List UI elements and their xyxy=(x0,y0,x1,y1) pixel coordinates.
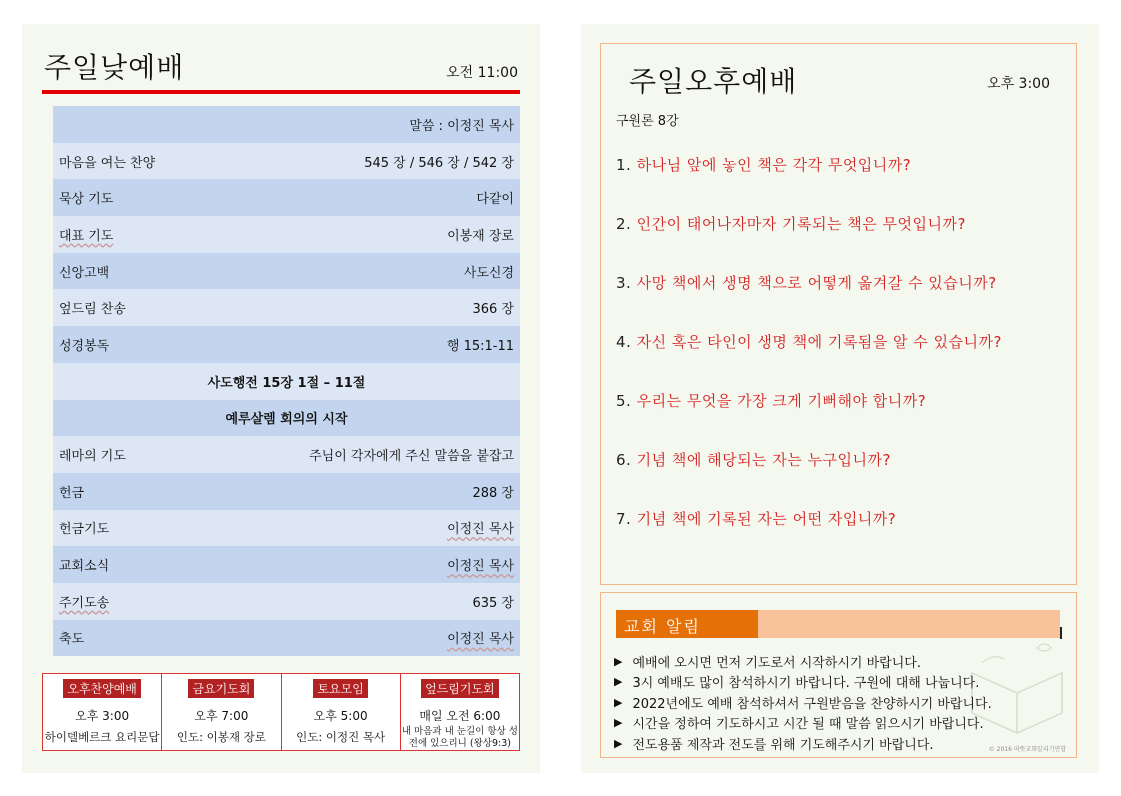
list-item xyxy=(614,651,992,672)
sermon-preacher: 말씀 : 이정진 목사 xyxy=(409,118,514,134)
table-row xyxy=(53,179,520,216)
row-value: 이정진 목사 xyxy=(447,632,514,648)
title-divider xyxy=(42,90,520,94)
notice-text: 시간을 정하여 기도하시고 시간 될 때 말씀 읽으시기 바랍니다. xyxy=(632,717,984,733)
schedule-time: 오후 3:00 xyxy=(75,709,130,723)
row-label: 성경봉독 xyxy=(59,338,110,354)
row-label: 마음을 여는 찬양 xyxy=(59,155,156,171)
list-item xyxy=(616,272,1002,331)
row-value: 이봉재 장로 xyxy=(447,228,514,244)
row-value: 366 장 xyxy=(472,302,514,318)
table-row xyxy=(53,583,520,620)
question-text: 자신 혹은 타인이 생명 책에 기록됨을 알 수 있습니까? xyxy=(636,333,1002,351)
list-item xyxy=(616,213,1002,272)
copyright-text: © 2016 따뜻교회알리기연합 xyxy=(988,746,1066,753)
schedule-item xyxy=(282,674,401,750)
list-item xyxy=(616,449,1002,508)
table-row xyxy=(53,400,520,437)
morning-service-page xyxy=(22,24,540,773)
schedule-label: 엎드림기도회 xyxy=(421,679,499,698)
sermon-title: 예루살렘 회의의 시작 xyxy=(225,412,348,428)
table-row xyxy=(53,363,520,400)
table-row xyxy=(53,326,520,363)
list-item xyxy=(614,713,992,734)
afternoon-service-time: 오후 3:00 xyxy=(987,76,1050,92)
church-notices-box xyxy=(600,592,1077,758)
table-row xyxy=(53,106,520,143)
question-text: 하나님 앞에 놓인 책은 각각 무엇입니까? xyxy=(636,156,912,174)
row-value: 다같이 xyxy=(476,192,514,208)
question-number: 2. xyxy=(616,215,632,233)
schedule-detail: 하이델베르크 요리문답 xyxy=(44,730,160,744)
schedule-item xyxy=(43,674,162,750)
table-row xyxy=(53,620,520,657)
schedule-item xyxy=(401,674,519,750)
list-item xyxy=(616,154,1002,213)
schedule-item xyxy=(162,674,281,750)
list-item xyxy=(616,508,1002,567)
triangle-bullet-icon: ▶ xyxy=(614,654,623,668)
notice-text: 전도용품 제작과 전도를 위해 기도해주시기 바랍니다. xyxy=(632,737,934,753)
question-text: 기념 책에 기록된 자는 어떤 자입니까? xyxy=(636,510,897,528)
schedule-detail: 내 마음과 내 눈길이 항상 성전에 있으리니 (왕상9:3) xyxy=(401,726,518,749)
row-label: 대표 기도 xyxy=(59,228,114,244)
table-row xyxy=(53,253,520,290)
afternoon-service-title: 주일오후예배 xyxy=(629,65,798,98)
question-number: 7. xyxy=(616,510,632,528)
schedule-label: 토요모임 xyxy=(313,679,367,698)
question-number: 1. xyxy=(616,156,632,174)
lecture-reference: 구원론 8강 xyxy=(616,114,679,129)
row-value: 사도신경 xyxy=(463,265,514,281)
row-label: 헌금 xyxy=(59,485,85,501)
row-value: 이정진 목사 xyxy=(447,559,514,575)
triangle-bullet-icon: ▶ xyxy=(614,716,623,730)
schedule-label: 금요기도회 xyxy=(188,679,254,698)
afternoon-sermon-box xyxy=(600,43,1077,585)
question-text: 기념 책에 해당되는 자는 누구입니까? xyxy=(636,451,891,469)
list-item xyxy=(616,331,1002,390)
text-cursor xyxy=(1060,627,1062,639)
table-row xyxy=(53,216,520,253)
schedule-time: 오후 5:00 xyxy=(313,709,368,723)
notice-header-bar xyxy=(616,610,1060,638)
weekly-schedule xyxy=(42,673,520,751)
afternoon-service-page xyxy=(581,24,1099,773)
row-label: 주기도송 xyxy=(59,595,110,611)
list-item xyxy=(614,692,992,713)
morning-service-time: 오전 11:00 xyxy=(446,65,518,81)
list-item xyxy=(616,390,1002,449)
table-row xyxy=(53,510,520,547)
table-row xyxy=(53,546,520,583)
row-value: 행 15:1-11 xyxy=(446,338,514,354)
question-number: 6. xyxy=(616,451,632,469)
row-label: 헌금기도 xyxy=(59,522,110,538)
schedule-time: 오후 7:00 xyxy=(194,709,249,723)
schedule-detail: 인도: 이정진 목사 xyxy=(296,730,386,744)
schedule-label: 오후찬양예배 xyxy=(63,679,141,698)
question-number: 3. xyxy=(616,274,632,292)
row-value: 288 장 xyxy=(472,485,514,501)
row-label: 엎드림 찬송 xyxy=(59,302,126,318)
notice-text: 예배에 오시면 먼저 기도로서 시작하시기 바랍니다. xyxy=(632,655,921,671)
table-row xyxy=(53,473,520,510)
triangle-bullet-icon: ▶ xyxy=(614,736,623,750)
question-text: 우리는 무엇을 가장 크게 기뻐해야 합니까? xyxy=(636,392,927,410)
question-text: 사망 책에서 생명 책으로 어떻게 옮겨갈 수 있습니까? xyxy=(636,274,997,292)
row-value: 주님이 각자에게 주신 말씀을 붙잡고 xyxy=(309,449,514,465)
triangle-bullet-icon: ▶ xyxy=(614,675,623,689)
notice-text: 2022년에도 예배 참석하셔서 구원받음을 찬양하시기 바랍니다. xyxy=(632,696,992,712)
table-row xyxy=(53,436,520,473)
list-item xyxy=(614,672,992,693)
schedule-detail: 인도: 이봉재 장로 xyxy=(176,730,266,744)
schedule-time: 매일 오전 6:00 xyxy=(419,709,501,723)
notice-list xyxy=(614,651,992,754)
question-number: 4. xyxy=(616,333,632,351)
question-list xyxy=(616,154,1002,567)
notice-text: 3시 예배도 많이 참석하시기 바랍니다. 구원에 대해 나눕니다. xyxy=(632,676,980,692)
table-row xyxy=(53,289,520,326)
row-value: 545 장 / 546 장 / 542 장 xyxy=(364,155,514,171)
order-of-service xyxy=(53,106,520,656)
row-label: 레마의 기도 xyxy=(59,449,126,465)
notice-title: 교회 알림 xyxy=(616,610,758,638)
row-value: 이정진 목사 xyxy=(447,522,514,538)
row-label: 축도 xyxy=(59,632,85,648)
triangle-bullet-icon: ▶ xyxy=(614,695,623,709)
row-label: 묵상 기도 xyxy=(59,192,114,208)
morning-service-title: 주일낮예배 xyxy=(44,51,185,84)
question-text: 인간이 태어나자마자 기록되는 책은 무엇입니까? xyxy=(636,215,966,233)
question-number: 5. xyxy=(616,392,632,410)
table-row xyxy=(53,143,520,180)
row-value: 635 장 xyxy=(472,595,514,611)
row-label: 신앙고백 xyxy=(59,265,110,281)
row-label: 교회소식 xyxy=(59,559,110,575)
list-item xyxy=(614,733,992,754)
scripture-reference: 사도행전 15장 1절 – 11절 xyxy=(207,375,366,391)
